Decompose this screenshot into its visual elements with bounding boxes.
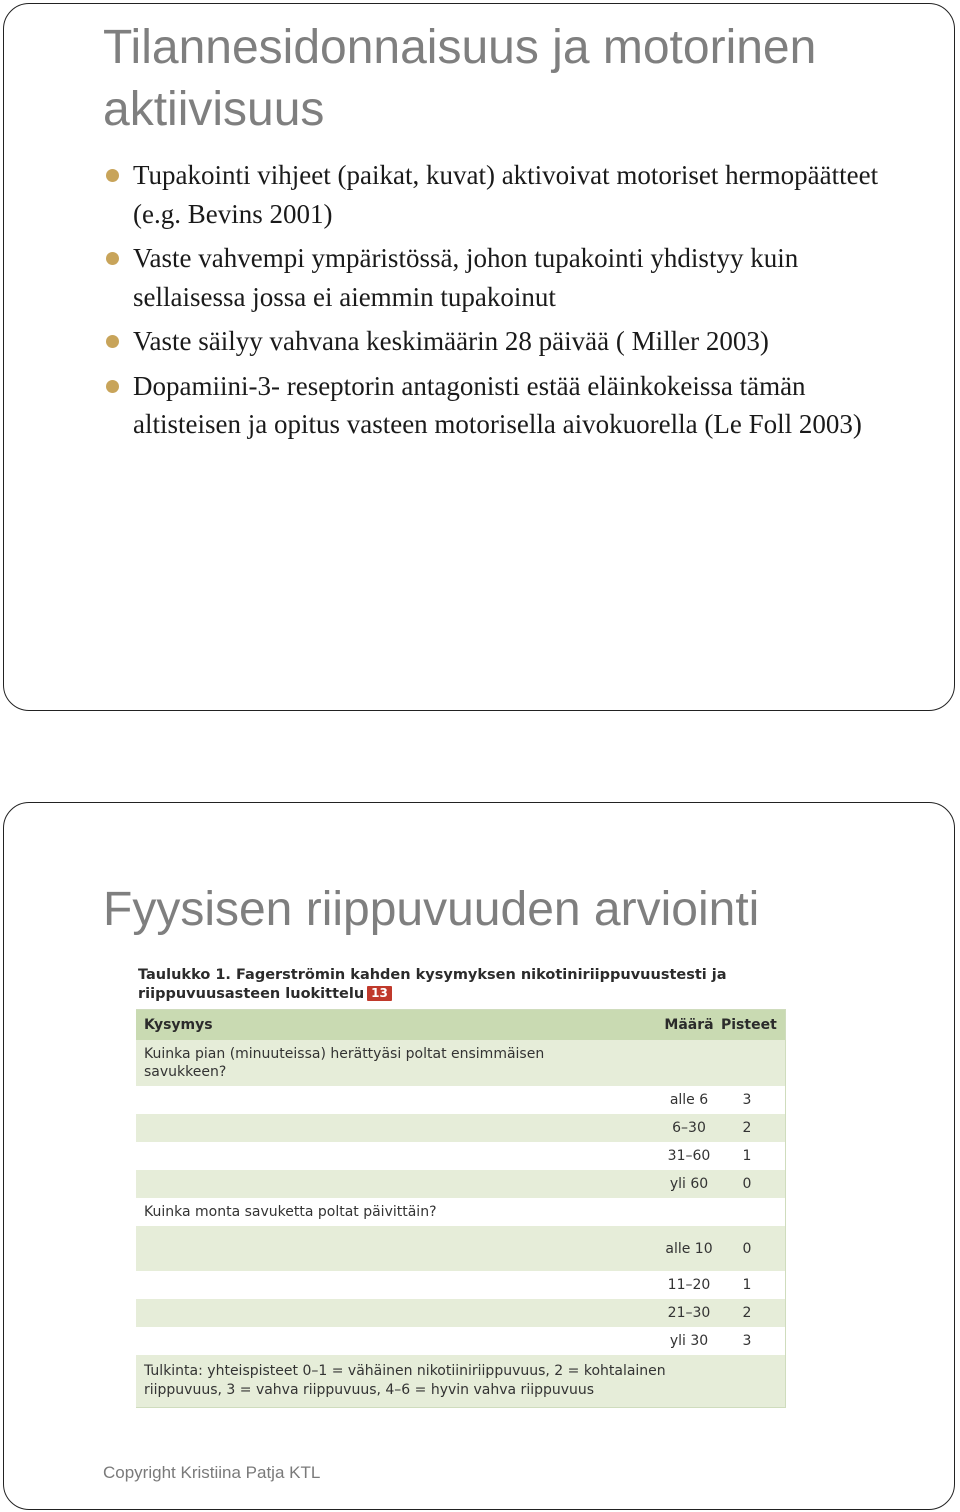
question-text: Kuinka monta savuketta poltat päivittäin? [144, 1204, 437, 1220]
bullet-item [104, 156, 904, 233]
bullet-text: Vaste vahvempi ympäristössä, johon tupakointi yhdistyy kuin sellaisessa jossa ei aiemmin tupakoinut [133, 243, 799, 312]
bullet-list [104, 156, 904, 450]
answer-amount: 31–60 [667, 1148, 711, 1164]
header-points: Pisteet [721, 1017, 777, 1033]
question-row [136, 1198, 785, 1226]
answer-points: 1 [742, 1277, 752, 1293]
slide-1 [3, 3, 955, 711]
bullet-text: Dopamiini-3- reseptorin antagonisti estää eläinkokeissa tämän altisteisen ja opitus vasteen motorisella aivokuorella (Le Foll 2003) [133, 370, 862, 439]
answer-amount: alle 6 [669, 1092, 709, 1108]
bullet-item [104, 239, 904, 316]
answer-row [136, 1086, 785, 1114]
answer-points: 1 [742, 1148, 752, 1164]
slide-title: Fyysisen riippuvuuden arviointi [103, 883, 760, 936]
slide-title: Tilannesidonnaisuus ja motorinen aktiivisuus [103, 21, 817, 136]
bullet-item [104, 367, 904, 444]
answer-points: 0 [742, 1176, 752, 1192]
answer-row [136, 1226, 785, 1271]
fagerstrom-table [136, 1009, 786, 1408]
slide-2 [3, 802, 955, 1510]
answer-row [136, 1114, 785, 1142]
table-header-row [136, 1010, 785, 1040]
answer-amount: yli 30 [669, 1333, 709, 1349]
answer-row [136, 1142, 785, 1170]
answer-amount: 6–30 [672, 1120, 706, 1136]
answer-points: 3 [742, 1092, 752, 1108]
bullet-item [104, 322, 904, 361]
question-row [136, 1040, 785, 1086]
question-text: Kuinka pian (minuuteissa) herättyäsi poltat ensimmäisen savukkeen? [144, 1046, 545, 1080]
header-amount: Määrä [664, 1017, 714, 1033]
bullet-dot-icon [106, 169, 119, 182]
answer-row [136, 1170, 785, 1198]
answer-points: 3 [742, 1333, 752, 1349]
answer-amount: yli 60 [669, 1176, 709, 1192]
bullet-text: Tupakointi vihjeet (paikat, kuvat) aktivoivat motoriset hermopäätteet (e.g. Bevins 2001) [133, 160, 879, 229]
bullet-dot-icon [106, 335, 119, 348]
answer-amount: 11–20 [667, 1277, 711, 1293]
answer-row [136, 1299, 785, 1327]
answer-points: 2 [742, 1120, 752, 1136]
answer-points: 2 [742, 1305, 752, 1321]
header-question: Kysymys [144, 1017, 213, 1033]
answer-row [136, 1271, 785, 1299]
reference-badge[interactable]: 13 [367, 986, 392, 1001]
bullet-text: Vaste säilyy vahvana keskimäärin 28 päivää ( Miller 2003) [133, 326, 769, 356]
table-caption-text: Taulukko 1. Fagerströmin kahden kysymyksen nikotiniriippuvuustesti ja riippuvuusasteen luokittelu [138, 967, 727, 1002]
answer-row [136, 1327, 785, 1355]
answer-amount: alle 10 [665, 1240, 713, 1257]
bullet-dot-icon [106, 380, 119, 393]
bullet-dot-icon [106, 252, 119, 265]
copyright-footer: Copyright Kristiina Patja KTL [103, 1463, 321, 1482]
interpretation-text: Tulkinta: yhteispisteet 0–1 = vähäinen nikotiiniriippuvuus, 2 = kohtalainen riippuvuus, 3 = vahva riippuvuus, 4–6 = hyvin vahva riippuvuus [144, 1363, 666, 1398]
table-caption [136, 966, 786, 1004]
answer-amount: 21–30 [667, 1305, 711, 1321]
interpretation-row [136, 1355, 785, 1407]
answer-points: 0 [742, 1240, 752, 1257]
fagerstrom-table-figure [136, 966, 786, 1408]
